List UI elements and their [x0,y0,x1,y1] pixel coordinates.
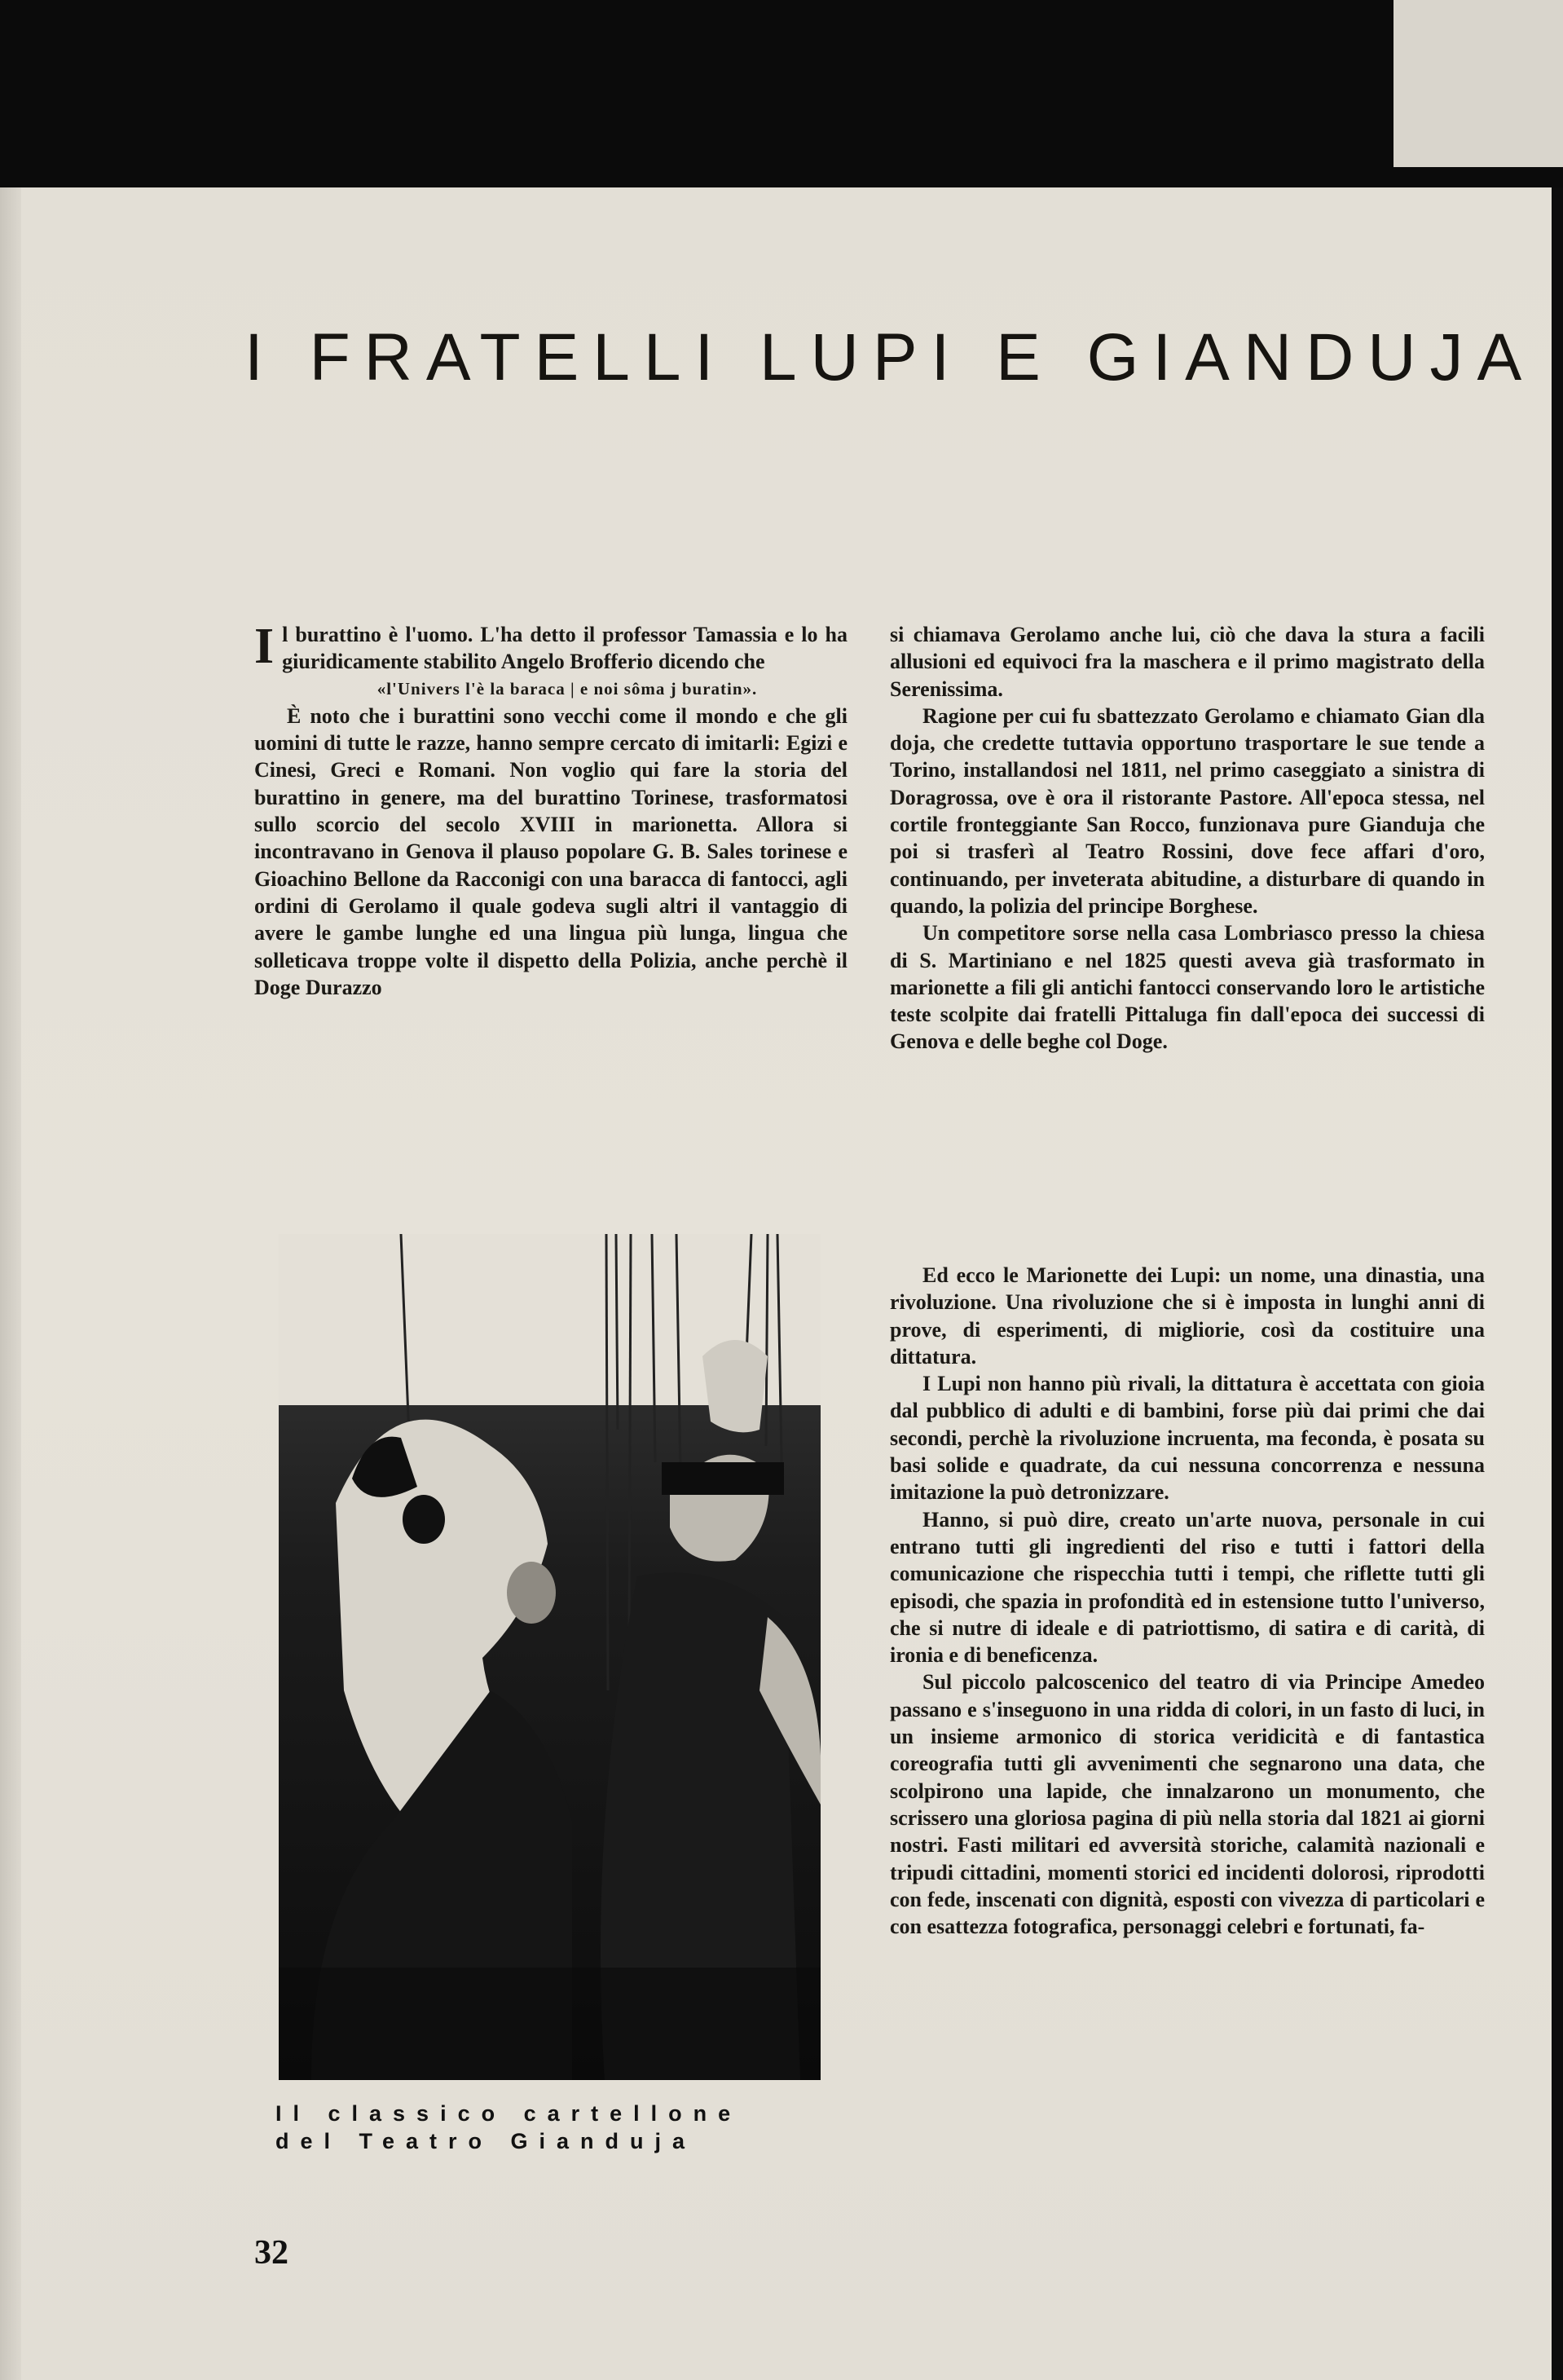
paragraph: Sul piccolo palcoscenico del teatro di via Principe Amedeo passano e s'inseguono in una ridda di colori, in un fasto di luci, in un insieme armonico di storica veridicità e di fantastica coreografia tutti gli avvenimenti che segnarono una data, che scolpirono una lapide, che innalzarono un monumento, che scrissero una gloriosa pagina di più nella storia dal 1821 ai giorni nostri. Fasti militari ed avversità storiche, calamità nazionali e tripudi cittadini, momenti storici ed incidenti dolorosi, riprodotti con fede, inscenati con dignità, esposti con vivezza di particolari e con esattezza fotografica, personaggi celebri e fortunati, fa- [890,1670,1485,1939]
caption-line: Il classico cartellone [275,2101,742,2126]
paragraph: Ed ecco le Marionette dei Lupi: un nome, una dinastia, una rivoluzione. Una rivoluzione che si è imposta in lunghi anni di prove, di esperimenti, di migliorie, così da costituire una dittatura. [890,1263,1485,1368]
photo-caption [275,2100,830,2155]
intro-text: l burattino è l'uomo. L'ha detto il professor Tamassia e lo ha giuridicamente stabilito Angelo Brofferio dicendo che [282,623,848,674]
marionette-photo-image [279,1234,821,2080]
paragraph: Un competitore sorse nella casa Lombriasco presso la chiesa di S. Martiniano e nel 1825 questi aveva già trasformato in marionette a fili gli antichi fantocci conservando loro le artistiche teste scolpite dai fratelli Pittaluga fin dall'epoca dei successi di Genova e delle beghe col Doge. [890,921,1485,1054]
page-number: 32 [254,2234,288,2272]
article-title: I FRATELLI LUPI E GIANDUJA [244,320,1536,394]
paragraph: si chiamava Gerolamo anche lui, ciò che dava la stura a facili allusioni ed equivoci fra la maschera e il primo magistrato della Serenissima. [890,623,1485,701]
paragraph: Hanno, si può dire, creato un'arte nuova, personale in cui entrano tutti gli ingredienti del riso e tutti i fattori della comunicazione che rispecchia tutti i tempi, che riflette tutti gli episodi, che spazia in profondità ed in estensione tutto l'universo, che si nutre di ideale e di patriottismo, di satira e di carità, di ironia e di beneficenza. [890,1507,1485,1668]
scan-border-right [1552,187,1563,2380]
right-column-top [890,621,1485,1056]
scan-border-top [0,0,1563,187]
drop-cap: I [254,619,275,674]
paragraph: I Lupi non hanno più rivali, la dittatura è accettata con gioia dal pubblico di adulti e di bambini, forse più dai primi che dai secondi, perchè la rivoluzione incruenta, ma feconda, è posata su basi solide e quadrate, da cui nessuna concorrenza e nessuna imitazione la può detronizzare. [890,1372,1485,1505]
right-column-bottom [890,1262,1485,1940]
scan-border-left [0,187,21,2380]
intro-paragraph [254,621,848,676]
left-column-top [254,621,848,1001]
scan-corner-bar [1393,167,1563,187]
dialect-quote: «l'Univers l'è la baraca | e noi sôma j buratin». [376,678,758,699]
paragraph: Ragione per cui fu sbattezzato Gerolamo e chiamato Gian dla doja, che credette tuttavia opportuno trasportare le sue tende a Torino, installandosi nel 1811, nel primo caseggiato a sinistra di Doragrossa, ove è ora il ristorante Pastore. All'epoca stessa, nel cortile fronteggiante San Rocco, funzionava pure Gianduja che poi si trasferì al Teatro Rossini, dove fece affari d'oro, continuando, per inveterata abitudine, a disturbare di quando in quando, la polizia del principe Borghese. [890,703,1485,918]
paragraph: È noto che i burattini sono vecchi come il mondo e che gli uomini di tutte le razze, hanno sempre cercato di imitarli: Egizi e Cinesi, Greci e Romani. Non voglio qui fare la storia del burattino in genere, ma del burattino Torinese, trasformatosi sullo scorcio del secolo XVIII in marionetta. Allora si incontravano in Genova il plauso popolare G. B. Sales torinese e Gioachino Bellone da Racconigi con una baracca di fantocci, agli ordini di Gerolamo il quale godeva sugli altri il vantaggio di avere le gambe lunghe ed una lingua più lunga, lingua che solleticava troppe volte il dispetto della Polizia, anche perchè il Doge Durazzo [254,703,848,999]
caption-line: del Teatro Gianduja [275,2129,697,2153]
scan-corner-tab [1393,0,1563,167]
marionette-photo [279,1234,821,2080]
